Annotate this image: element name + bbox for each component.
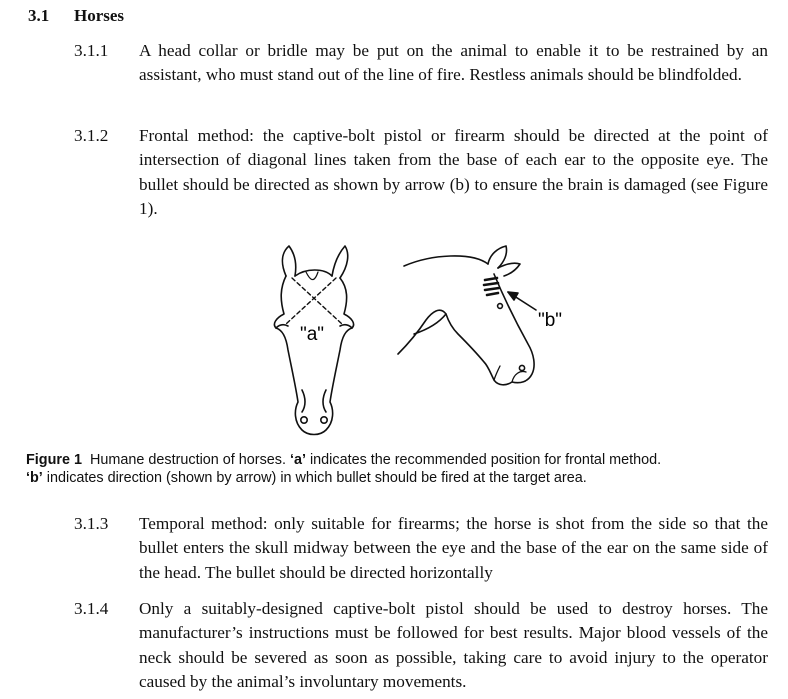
paragraph — [74, 39, 768, 88]
paragraph — [74, 124, 768, 222]
paragraph-number: 3.1.1 — [74, 41, 109, 60]
label-b: "b" — [538, 310, 563, 331]
horse-figure — [262, 240, 592, 445]
paragraph-text: Temporal method: only suitable for firearms; the horse is shot from the side so that the bullet enters the skull midway between the eye and the base of the ear on the same side of the head. The bullet should be directed horizontally — [139, 514, 768, 582]
arrow-b — [508, 292, 536, 310]
horse-illustration — [262, 240, 592, 445]
caption-text-2: indicates the recommended position for frontal method. — [305, 452, 662, 468]
paragraph — [74, 512, 768, 585]
label-a: "a" — [300, 324, 325, 345]
paragraph-text: Only a suitably-designed captive-bolt pistol should be used to destroy horses. The manufacturer’s instructions must be followed for best results. Major blood vessels of the neck should be severed as soon as possible, taking care to avoid injury to the operator caused by the animal’s involuntary movements. — [139, 599, 768, 692]
section-title: Horses — [74, 6, 125, 25]
frontal-diagonal-lines — [286, 278, 342, 324]
figure-caption — [26, 451, 766, 488]
paragraph-number: 3.1.2 — [74, 126, 109, 145]
paragraph — [74, 597, 768, 695]
caption-mark-b: ‘b’ — [26, 470, 43, 487]
section-heading — [28, 6, 124, 26]
side-head-drawing — [398, 246, 534, 385]
paragraph-number: 3.1.4 — [74, 599, 109, 618]
section-number: 3.1 — [28, 6, 50, 25]
caption-mark-a: ‘a’ — [289, 452, 306, 468]
caption-text-1: Humane destruction of horses. — [89, 452, 290, 468]
caption-text-3: indicates direction (shown by arrow) in which bullet should be fired at the target area. — [42, 470, 587, 487]
paragraph-number: 3.1.3 — [74, 514, 109, 533]
paragraph-text: Frontal method: the captive-bolt pistol or firearm should be directed at the point of intersection of diagonal lines taken from the base of each ear to the opposite eye. The bullet should be directed as shown by arrow (b) to ensure the brain is damaged (see Figure 1). — [139, 126, 768, 219]
paragraph-text: A head collar or bridle may be put on the animal to enable it to be restrained by an assistant, who must stand out of the line of fire. Restless animals should be blindfolded. — [139, 41, 768, 85]
caption-title: Figure 1 — [26, 452, 82, 468]
